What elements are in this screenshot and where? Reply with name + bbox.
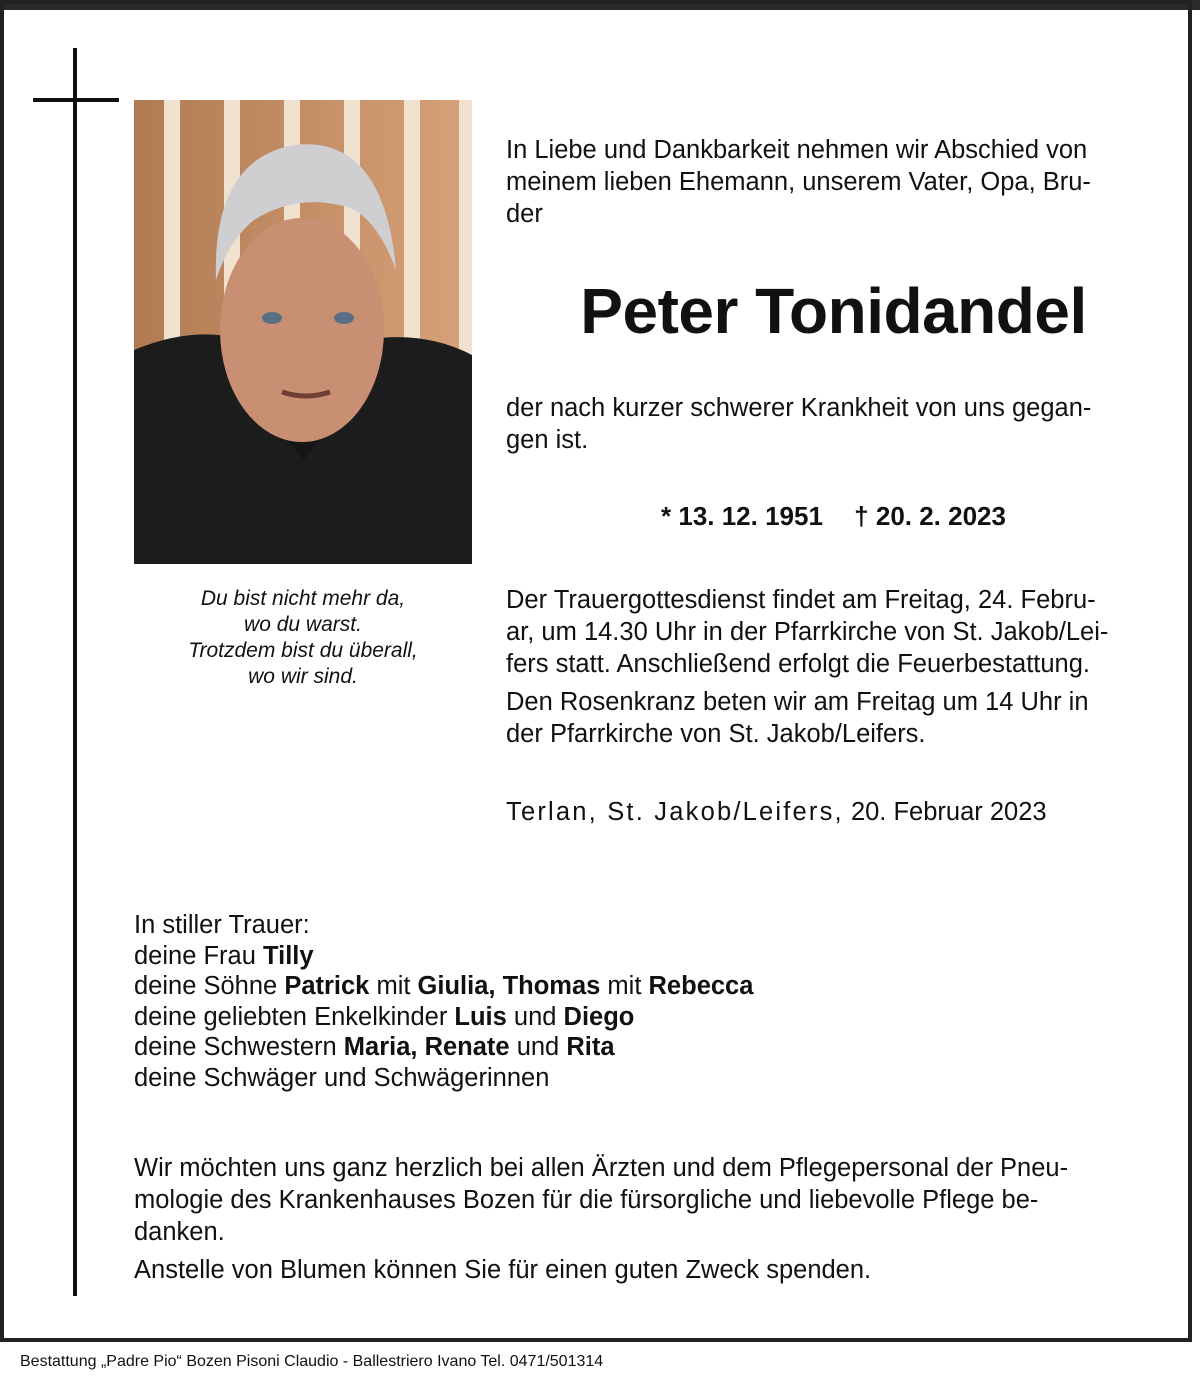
donation-note: Anstelle von Blumen können Sie für einen guten Zweck spenden. — [134, 1256, 872, 1284]
place-and-date — [506, 796, 1161, 828]
mourner-connector: mit — [600, 972, 649, 1000]
mourner-connector: und — [506, 1002, 564, 1031]
intro-line: meinem lieben Ehemann, unserem Vater, Opa, Bru- — [506, 168, 1091, 196]
intro-line: der — [506, 200, 543, 228]
mourner-name: Maria, Renate — [343, 1033, 510, 1061]
quote-line: Trotzdem bist du überall, — [188, 639, 418, 662]
mourner-name: Tilly — [263, 941, 314, 970]
rosary-line: der Pfarrkirche von St. Jakob/Leifers. — [506, 720, 926, 748]
portrait-illustration — [134, 100, 472, 564]
mourner-relation: deine geliebten Enkelkinder — [134, 1002, 455, 1031]
notice-date: 20. Februar 2023 — [850, 798, 1047, 826]
service-info — [506, 584, 1161, 756]
mourner-name: Diego — [563, 1002, 635, 1031]
deceased-name: Peter Tonidandel — [580, 275, 1087, 347]
quote-line: wo wir sind. — [248, 665, 358, 688]
life-dates — [506, 500, 1161, 532]
memorial-quote — [134, 586, 472, 690]
thanks-text — [134, 1152, 1164, 1292]
mourner-relation: deine Schwestern — [134, 1033, 344, 1061]
service-line: Der Trauergottesdienst findet am Freitag, 24. Febru- — [506, 586, 1096, 614]
death-date: † 20. 2. 2023 — [854, 501, 1006, 531]
mourner-line — [134, 941, 1164, 972]
service-line: ar, um 14.30 Uhr in der Pfarrkirche von St. Jakob/Lei- — [506, 618, 1109, 646]
mourner-line — [134, 1002, 1164, 1033]
birth-date: * 13. 12. 1951 — [661, 501, 823, 531]
quote-line: wo du warst. — [244, 613, 362, 636]
cross-horizontal-beam — [33, 98, 119, 102]
mourner-relation: deine Frau — [134, 941, 263, 970]
thanks-paragraph — [134, 1152, 1164, 1248]
mourner-line — [134, 1032, 1164, 1063]
mourner-name: Rebecca — [648, 972, 754, 1000]
cross-vertical-beam — [73, 48, 77, 1296]
quote-line: Du bist nicht mehr da, — [200, 587, 406, 610]
thanks-line: Wir möchten uns ganz herzlich bei allen Ärzten und dem Pflegepersonal der Pneu- — [134, 1154, 1069, 1182]
mourner-line — [134, 1063, 1164, 1094]
funeral-home-footer: Bestattung „Padre Pio“ Bozen Pisoni Claudio - Ballestriero Ivano Tel. 0471/501314 — [20, 1353, 604, 1370]
mourner-relation: deine Schwäger und Schwägerinnen — [134, 1063, 550, 1092]
passed-text — [506, 392, 1161, 456]
passed-line: gen ist. — [506, 426, 589, 454]
passed-line: der nach kurzer schwerer Krankheit von uns gegan- — [506, 394, 1092, 422]
mourner-line — [134, 971, 1164, 1002]
service-line: fers statt. Anschließend erfolgt die Feuerbestattung. — [506, 650, 1090, 678]
thanks-line: danken. — [134, 1218, 225, 1246]
thanks-line: mologie des Krankenhauses Bozen für die fürsorgliche und liebevolle Pflege be- — [134, 1186, 1039, 1214]
mourner-connector: und — [509, 1033, 567, 1061]
mourner-name: Giulia, Thomas — [417, 972, 601, 1000]
intro-text — [506, 134, 1161, 230]
mourners-list — [134, 910, 1164, 1093]
portrait-photo — [134, 100, 472, 564]
mourner-name: Luis — [454, 1002, 507, 1031]
rosary-line: Den Rosenkranz beten wir am Freitag um 14 Uhr in — [506, 688, 1089, 716]
mourner-name: Patrick — [284, 972, 370, 1000]
funeral-service-paragraph — [506, 584, 1161, 680]
place-name: Terlan, St. Jakob/Leifers, — [506, 798, 844, 826]
mourner-connector: mit — [369, 972, 418, 1000]
mourner-relation: deine Söhne — [134, 972, 285, 1000]
mourning-heading: In stiller Trauer: — [134, 911, 310, 939]
rosary-paragraph — [506, 686, 1161, 750]
intro-line: In Liebe und Dankbarkeit nehmen wir Abschied von — [506, 136, 1088, 164]
mourner-name: Rita — [566, 1033, 615, 1061]
